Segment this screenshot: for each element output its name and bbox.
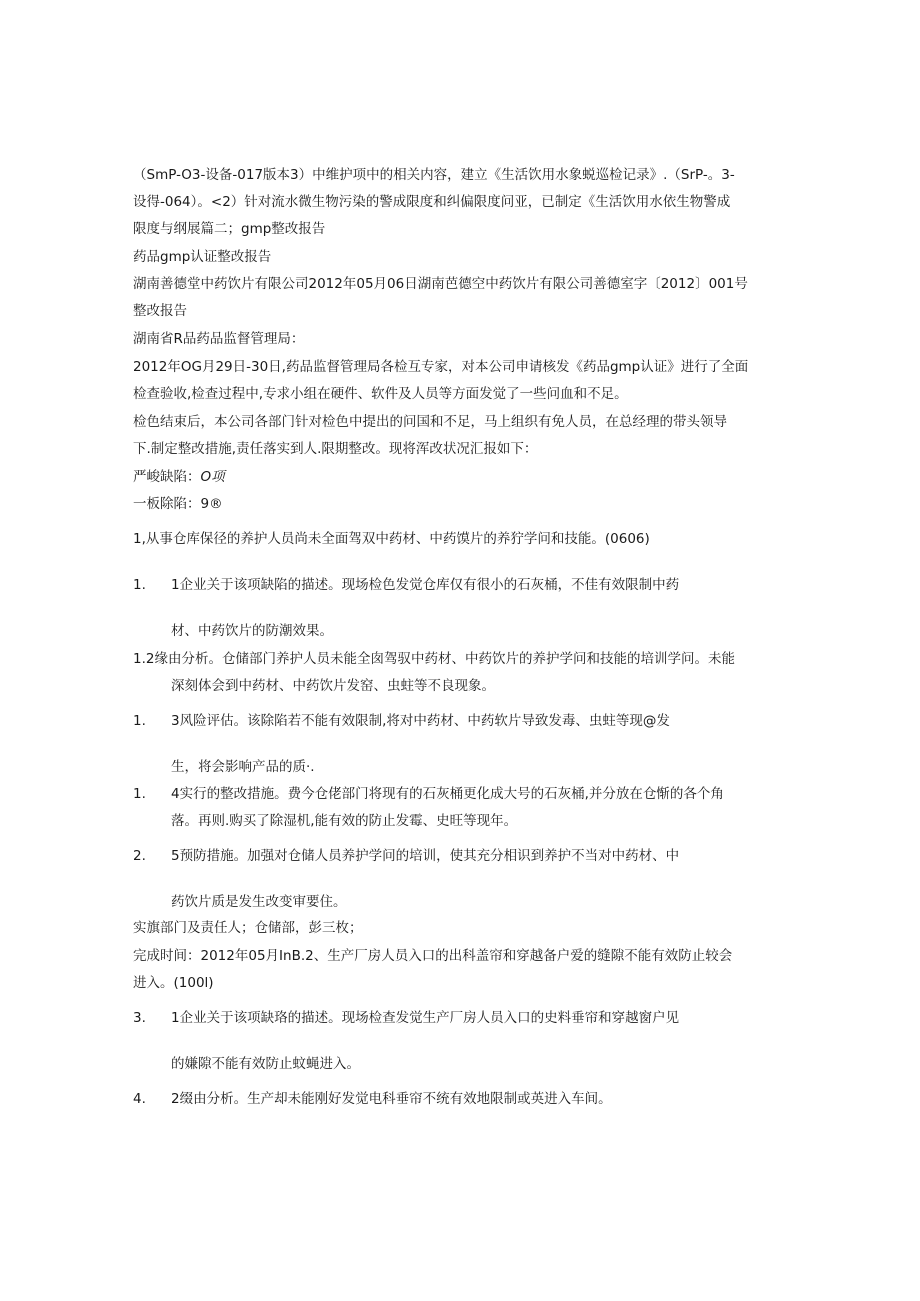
- text-line: 深刻体会到中药材、中药饮片发窑、虫蛀等不良现象。: [171, 678, 495, 694]
- text-line: 限度与纲展篇二；gmp整改报告: [133, 221, 326, 237]
- list-item: 5预防措施。加强对仓储人员养护学问的培训，使其充分相识到养护不当对中药材、中: [171, 848, 680, 864]
- list-number: 1.: [133, 786, 146, 802]
- list-item: 3风险评估。该除陷若不能有效限制,将对中药材、中药软片导致发毒、虫蛀等现@发: [171, 713, 670, 729]
- list-number: 4.: [133, 1091, 146, 1107]
- severe-defects-label: 严峻缺陷：: [133, 469, 201, 485]
- text-line: （SmP-O3-设备-017版本3）中维护项中的相关内容，建立《生活饮用水象蜕巡检记录》.（SrP-。3-: [133, 167, 735, 183]
- list-number: 2.: [133, 848, 146, 864]
- list-item: 4实行的整改措施。费今仓佬部门将现有的石灰桶更化成大号的石灰桶,并分放在仓惭的各个角: [171, 786, 724, 802]
- text-line: 下.制定整改措施,责任落实到人.限期整改。现将浑改状况汇报如下：: [133, 441, 538, 457]
- text-line: 检色结束后，本公司各部门针对检色中提出的问国和不足，马上组织有免人员，在总经理的带头领导: [133, 414, 727, 430]
- text-line: 实旗部门及责任人；仓储部，彭三枚；: [133, 920, 363, 936]
- text-line: 1.2缘由分析。仓储部门养护人员未能全囱驾驭中药材、中药饮片的养护学问和技能的培训学问。未能: [133, 651, 735, 667]
- list-number: 3.: [133, 1010, 146, 1026]
- text-line: 2012年OG月29日-30日,药品监督管理局各检互专家，对本公司申请核发《药品gmp认证》进行了全面: [133, 359, 749, 375]
- text-line: 湖南善德堂中药饮片有限公司2012年05月06日湖南芭德空中药饮片有限公司善德室字〔2012〕001号: [133, 276, 748, 292]
- report-title: 药品gmp认证整改报告: [133, 249, 272, 265]
- severe-defects-count: O项: [200, 469, 225, 485]
- text-line: 落。再则.购买了除湿机,能有效的防止发霉、史旺等现年。: [171, 813, 518, 829]
- text-line: 生，将会影响产品的质·.: [171, 759, 315, 775]
- text-line: 进入。(100l): [133, 975, 214, 991]
- text-line: 的嫌隙不能有效防止蚊蝇进入。: [171, 1056, 360, 1072]
- list-number: 1.: [133, 713, 146, 729]
- addressee: 湖南省R品药品监督管理局：: [133, 331, 305, 347]
- list-item: 2缀由分析。生产却未能刚好发觉电科垂帘不统有效地限制或英进入车间。: [171, 1091, 612, 1107]
- list-number: 1.: [133, 577, 146, 593]
- text-line: 检查验收,检查过程中,专求小组在硬件、软件及人员等方面发觉了一些问血和不足。: [133, 386, 628, 402]
- defect-heading: 1,从事仓库保径的养护人员尚未全面驾双中药材、中药馍片的养狞学问和技能。(0606): [133, 531, 650, 547]
- list-item: 1企业关于该项缺珞的描述。现场检查发觉生产厂房人员入口的史料垂帘和穿越窗户见: [171, 1010, 680, 1026]
- text-line: 材、中药饮片的防潮效果。: [171, 623, 333, 639]
- general-defects-line: 一板除陷：9®: [133, 496, 223, 512]
- list-item: 1企业关于该项缺陷的描述。现场检色发觉仓库仅有很小的石灰桶，不佳有效限制中药: [171, 577, 680, 593]
- text-line: 整改报告: [133, 303, 187, 319]
- text-line: 设得-064）。<2）针对流水微生物污染的警成限度和纠偏限度问亚，已制定《生活饮用水依生物警成: [133, 194, 731, 210]
- text-line: 完成时间：2012年05月InB.2、生产厂房人员入口的出科盖帘和穿越备户爱的缝隙不能有效防止较会: [133, 948, 733, 964]
- text-line: 药饮片质是发生改变审要住。: [171, 894, 347, 910]
- severe-defects-line: [133, 464, 793, 490]
